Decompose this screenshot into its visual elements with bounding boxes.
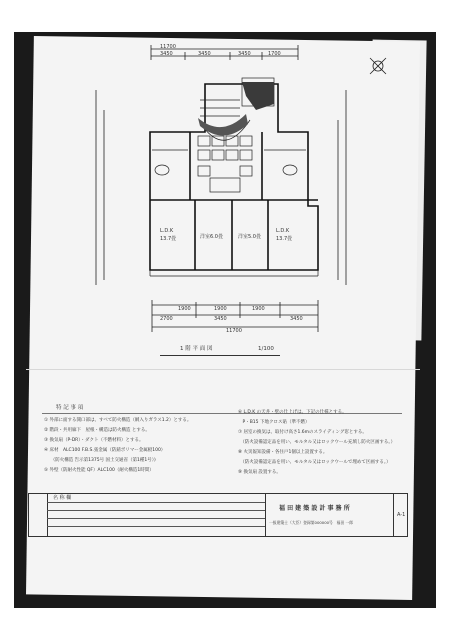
dim-bottom-total: 11700 [226,328,242,334]
note-4: ④ 床材 ALC100 F.B.S.張金属（防錆ポリマー金属板100） [44,448,166,453]
note-8-sub: （防火設備認定品を用い、モルタル又はロックウールで埋めて区画する。） [238,460,391,465]
dim-top-4: 1700 [268,51,281,57]
title-row-4 [47,526,265,527]
sheet-number: A-1 [397,512,406,518]
note-5: ⑤ 外壁（防耐火性能 QF）ALC100（耐火構造1時間） [44,468,154,473]
title-block-label: 名 称 欄 [53,495,72,501]
title-row-2 [47,510,265,511]
title-block-name-cell [47,494,266,536]
note-6-sub: P・B15 下地クロス貼（準不燃） [238,420,310,425]
notes-right [238,408,406,478]
notes-header: 特 記 事 項 [56,405,84,411]
dim-bottom-2: 1900 [214,306,227,312]
plan-title-underline [160,355,280,356]
dim-top-2: 3450 [198,51,211,57]
room-ldk-left-area: 13.7畳 [160,236,177,242]
dim-top-3: 3450 [238,51,251,57]
dim-bottom-5: 3450 [214,316,227,322]
note-7: ⑦ 居室の換気は、取付け高さ1.6mのスライディング窓とする。 [238,430,367,435]
note-2: ② 階段・共用廊下 屋根・構造は防火構造 とする。 [44,428,150,433]
room-western-1: 洋室6.0畳 [200,234,223,240]
note-3: ③ 換気扇（P-DR）・ダクト（不燃材料）とする。 [44,438,144,443]
room-ldk-right: L.D.K [276,228,290,234]
room-western-2: 洋室5.0畳 [238,234,261,240]
title-row-1 [47,502,265,503]
dim-bottom-4: 2700 [160,316,173,322]
title-row-3 [47,518,265,519]
office-detail: 一級建築士（大臣）登録第000000号 福田 一郎 [269,520,354,525]
note-8: ⑧ 火災報知設備・各住戸1個以上設置する。 [238,450,328,455]
plan-scale: 1/100 [258,346,274,352]
note-7-sub: （防火設備認定品を用い、モルタル又はロックウール充填し防火区画する。） [238,440,396,445]
room-ldk-left: L.D.K [160,228,174,234]
note-4-sub: （防火構造 告示第1375号 国土交通省（第1種1号）) [44,458,156,463]
office-name: 福 田 建 築 設 計 事 務 所 [279,505,350,512]
title-block-office-cell [265,494,394,536]
dim-top-1: 3450 [160,51,173,57]
dim-bottom-3: 1900 [252,306,265,312]
title-block-margin [29,494,48,536]
title-block [28,493,408,537]
dim-bottom-6: 3450 [290,316,303,322]
plan-title: 1 階 平 面 図 [180,346,213,352]
note-6: ⑥ L.D.K の天井・壁の仕上げは、下記の仕様とする。 [238,410,347,415]
room-ldk-right-area: 13.7畳 [276,236,293,242]
notes-left [44,416,232,476]
note-1: ① 外部に面する開口部は、すべて防火構造（網入りガラス1.2）とする。 [44,418,192,423]
note-9: ⑨ 換気扇 設置する。 [238,470,281,475]
dim-bottom-1: 1900 [178,306,191,312]
dim-top-total: 11700 [160,44,176,50]
